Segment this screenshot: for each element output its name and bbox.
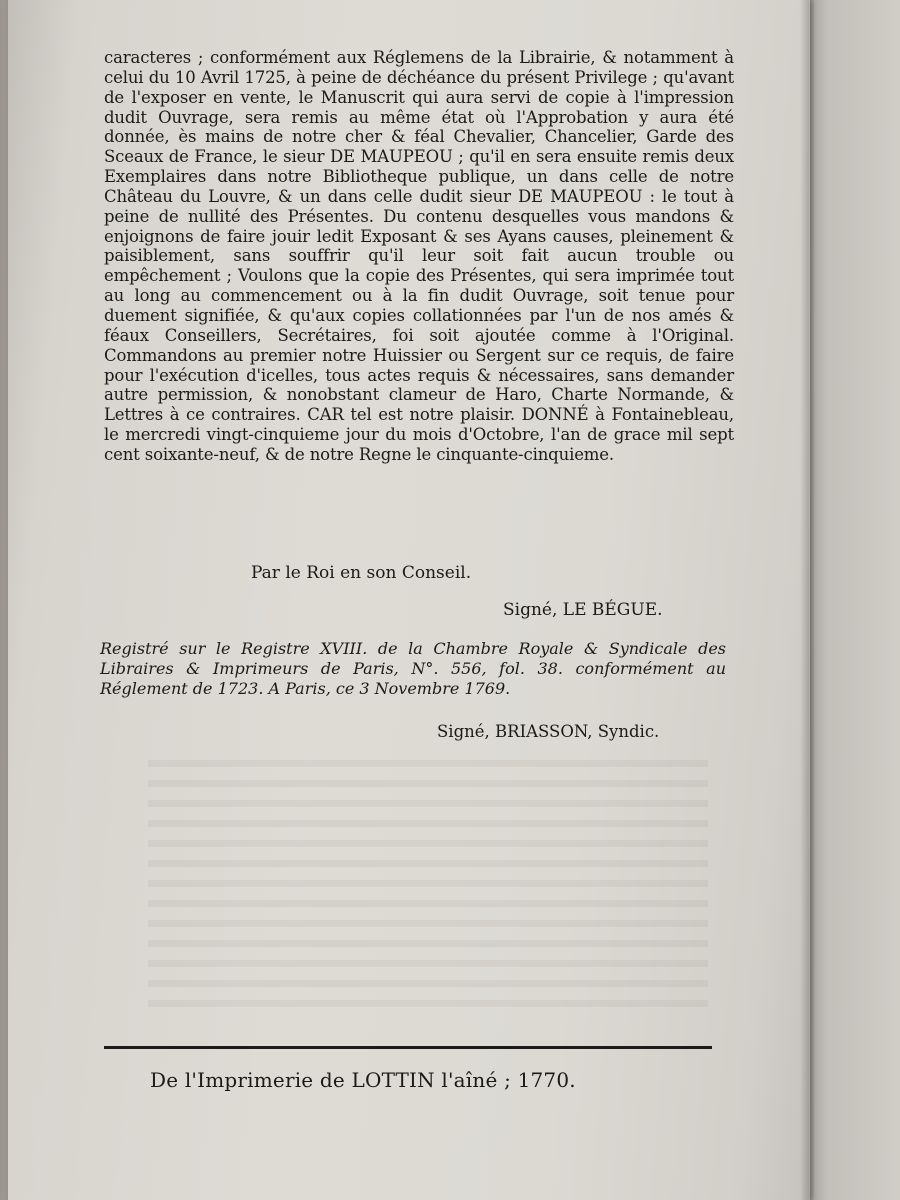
registration-note: Registré sur le Registre XVIII. de la Chambre Royale & Syndicale des Libraires & Imprimeurs de Paris, N°. 556, fol. 38. conformément au Réglement de 1723. A Paris, ce 3 Novembre 1769. [100,639,726,698]
horizontal-rule [104,1046,712,1049]
printer-imprint: De l'Imprimerie de LOTTIN l'aîné ; 1770. [150,1068,576,1092]
adjacent-page-edge [810,0,900,1200]
par-le-roi-line: Par le Roi en son Conseil. [251,563,472,583]
page-gutter-shadow [800,0,814,1200]
privilege-paragraph: caracteres ; conformément aux Réglemens de la Librairie, & notamment à celui du 10 Avril 1725, à peine de déchéance du présent Privilege ; qu'avant de l'exposer en vente, le Manuscrit qui aura servi de copie à l'impression dudit Ouvrage, sera remis au même état où l'Approbation y aura été donnée, ès mains de notre cher & féal Chevalier, Chancelier, Garde des Sceaux de France, le sieur DE MAUPEOU ; qu'il en sera ensuite remis deux Exemplaires dans notre Bibliotheque publique, un dans celle de notre Château du Louvre, & un dans celle dudit sieur DE MAUPEOU : le tout à peine de nullité des Présentes. Du contenu desquelles vous mandons & enjoignons de faire jouir ledit Exposant & ses Ayans causes, pleinement & paisiblement, sans souffrir qu'il leur soit fait aucun trouble ou empêchement ; Voulons que la copie des Présentes, qui sera imprimée tout au long au commencement ou à la fin dudit Ouvrage, soit tenue pour duement signifiée, & qu'aux copies collationnées par l'un de nos amés & féaux Conseillers, Secrétaires, foi soit ajoutée comme à l'Original. Commandons au premier notre Huissier ou Sergent sur ce requis, de faire pour l'exécution d'icelles, tous actes requis & nécessaires, sans demander autre permission, & nonobstant clameur de Haro, Charte Normande, & Lettres à ce contraires. CAR tel est notre plaisir. DONNÉ à Fontainebleau, le mercredi vingt-cinquieme jour du mois d'Octobre, l'an de grace mil sept cent soixante-neuf, & de notre Regne le cinquante-cinquieme. [104,48,734,464]
signature-briasson: Signé, BRIASSON, Syndic. [437,722,660,741]
privilege-body-text [104,48,734,465]
bleed-through-texture [148,760,708,1020]
signature-le-begue: Signé, LE BÉGUE. [503,600,663,620]
